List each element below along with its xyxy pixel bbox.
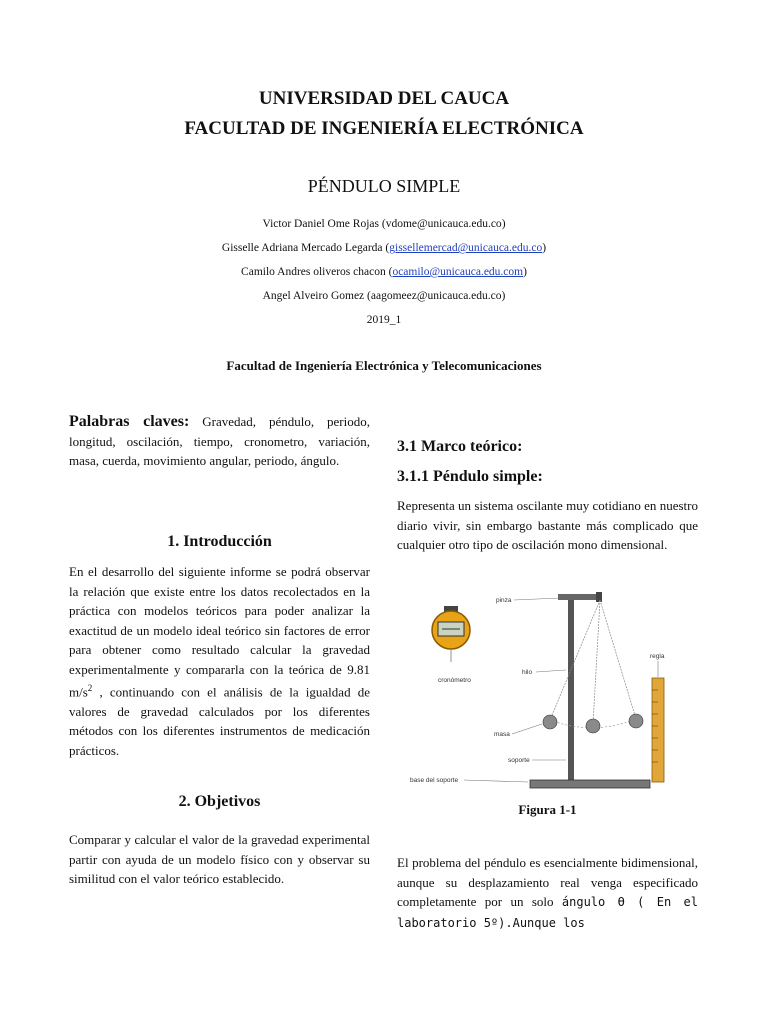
author-name: Angel Alveiro Gomez [262,290,365,302]
pendulum-figure [400,586,700,796]
author-line: Gisselle Adriana Mercado Legarda (gissellemercad@unicauca.edu.co) [221,242,547,254]
problem-text-after: .Aunque los [505,915,585,930]
paper-title: PÉNDULO SIMPLE [307,176,461,196]
gravity-value: 9.81 m/s [69,661,370,700]
gravity-exponent: 2 [87,683,93,693]
mass-right [629,714,643,728]
keywords-text: Gravedad, péndulo, periodo, longitud, oscilación, tiempo, cronometro, variación, masa, cuerda, movimiento angular, periodo, ángulo. [69,414,370,468]
label-masa: masa [494,731,510,738]
intro-text-before: En el desarrollo del siguiente informe se podrá observar la relación que existe entre los datos recolectados en la práctica con modelos teóricos para poder analizar la exactitud de un modelo ideal teórico sin factores de error para obtener como resultado calcular la gravedad experimentalmente y compararla con la teórica de [69,564,370,677]
author-email: vdome@unicauca.edu.co [385,218,502,230]
label-regla: regla [650,653,665,660]
theory-paragraph: Representa un sistema oscilante muy cotidiano en nuestro diario vivir, sin embargo bastante más complicado que cualquier otro tipo de oscilación mono dimensional. [397,498,698,552]
theory-title: 3.1 Marco teórico: [397,438,523,455]
introduction-paragraph [69,562,370,760]
label-cronometro: cronómetro [438,677,471,684]
author-email-link[interactable]: ocamilo@unicauca.edu.com [392,266,524,278]
stopwatch-icon [432,606,470,649]
faculty-name: FACULTAD DE INGENIERÍA ELECTRÓNICA [184,118,584,139]
university-name: UNIVERSIDAD DEL CAUCA [258,88,510,109]
author-line: Victor Daniel Ome Rojas (vdome@unicauca.edu.co) [262,218,506,230]
stand [530,592,650,788]
objectives-title: 2. Objetivos [178,793,261,810]
author-name: Gisselle Adriana Mercado Legarda [221,242,383,254]
theory-subtitle: 3.1.1 Péndulo simple: [397,468,543,485]
keywords-paragraph [69,412,370,471]
problem-angle-text: ángulo ϴ ( En el laboratorio 5º) [397,895,698,930]
ruler [652,678,664,782]
label-hilo: hilo [522,669,533,676]
introduction-title: 1. Introducción [167,533,272,550]
label-base: base del soporte [410,777,459,784]
problem-text-before: El problema del péndulo es esencialmente bidimensional, aunque su desplazamiento real venga especificado completamente por un solo [397,855,698,909]
mass-left [543,715,557,729]
problem-paragraph [397,853,698,933]
label-pinza: pinza [496,597,512,604]
author-name: Camilo Andres oliveros chacon [241,266,386,278]
date: 2019_1 [366,314,402,326]
figure-caption: Figura 1-1 [518,802,577,817]
department: Facultad de Ingeniería Electrónica y Telecomunicaciones [226,358,542,373]
author-line: Camilo Andres oliveros chacon (ocamilo@unicauca.edu.com) [241,266,527,278]
label-soporte: soporte [508,757,530,764]
intro-text-after: , continuando con el análisis de la igualdad de valores de gravedad calculados por los diferentes métodos con los diferentes instrumentos de medicación prácticos. [69,684,370,758]
objectives-paragraph: Comparar y calcular el valor de la gravedad experimental partir con ayuda de un modelo físico con y observar su similitud con el valor teórico establecido. [69,832,370,886]
author-email-link[interactable]: gissellemercad@unicauca.edu.co [389,242,543,254]
author-line: Angel Alveiro Gomez (aagomeez@unicauca.edu.co) [262,290,506,302]
author-name: Victor Daniel Ome Rojas [262,218,379,230]
keywords-heading: Palabras claves: [69,413,190,430]
mass-center [586,719,600,733]
author-email: aagomeez@unicauca.edu.co [370,290,502,302]
